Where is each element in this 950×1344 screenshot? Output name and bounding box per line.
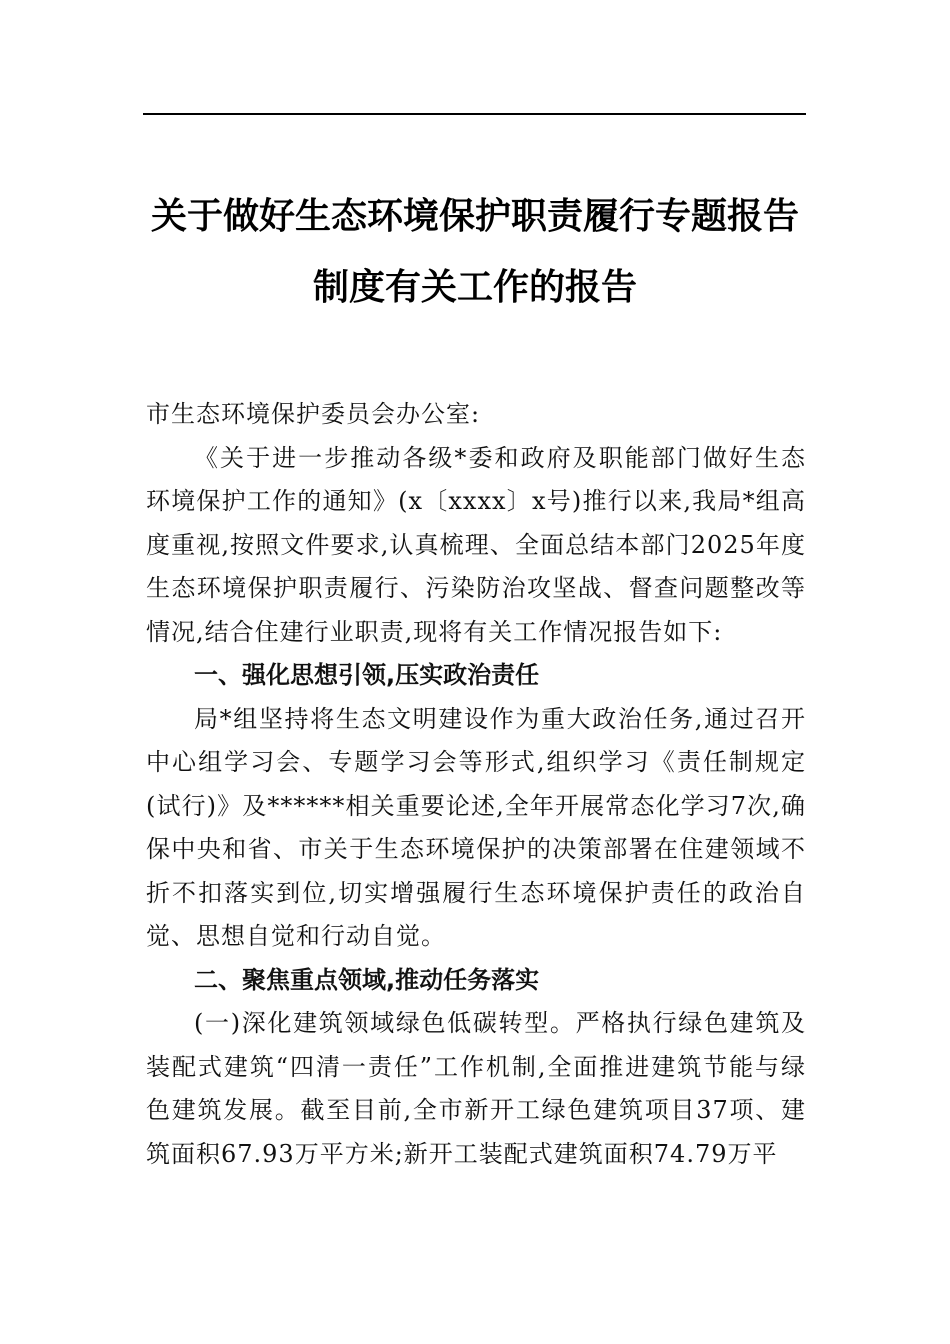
intro-paragraph: 《关于进一步推动各级*委和政府及职能部门做好生态环境保护工作的通知》(x〔xxxx〕x号)推行以来,我局*组高度重视,按照文件要求,认真梳理、全面总结本部门2025年度生态环境保护职责履行、污染防治攻坚战、督查问题整改等情况,结合住建行业职责,现将有关工作情况报告如下:: [146, 443, 806, 646]
document-title-line-1: 关于做好生态环境保护职责履行专题报告: [150, 195, 799, 237]
salutation: 市生态环境保护委员会办公室:: [146, 400, 481, 428]
section-1-heading: 一、强化思想引领,压实政治责任: [194, 661, 540, 689]
section-1-paragraph: 局*组坚持将生态文明建设作为重大政治任务,通过召开中心组学习会、专题学习会等形式,组织学习《责任制规定(试行)》及******相关重要论述,全年开展常态化学习7次,确保中央和省、市关于生态环境保护的决策部署在住建领域不折不扣落实到位,切实增强履行生态环境保护责任的政治自觉、思想自觉和行动自觉。: [146, 704, 806, 950]
section-2-heading: 二、聚焦重点领域,推动任务落实: [194, 965, 540, 994]
document-title-line-2: 制度有关工作的报告: [312, 266, 637, 308]
document-body: [146, 393, 806, 1176]
header-rule: [143, 113, 806, 115]
section-2-subsection-1: (一)深化建筑领域绿色低碳转型。严格执行绿色建筑及装配式建筑“四清一责任”工作机制,全面推进建筑节能与绿色建筑发展。截至目前,全市新开工绿色建筑项目37项、建筑面积67.93万平方米;新开工装配式建筑面积74.79万平: [146, 1009, 806, 1168]
